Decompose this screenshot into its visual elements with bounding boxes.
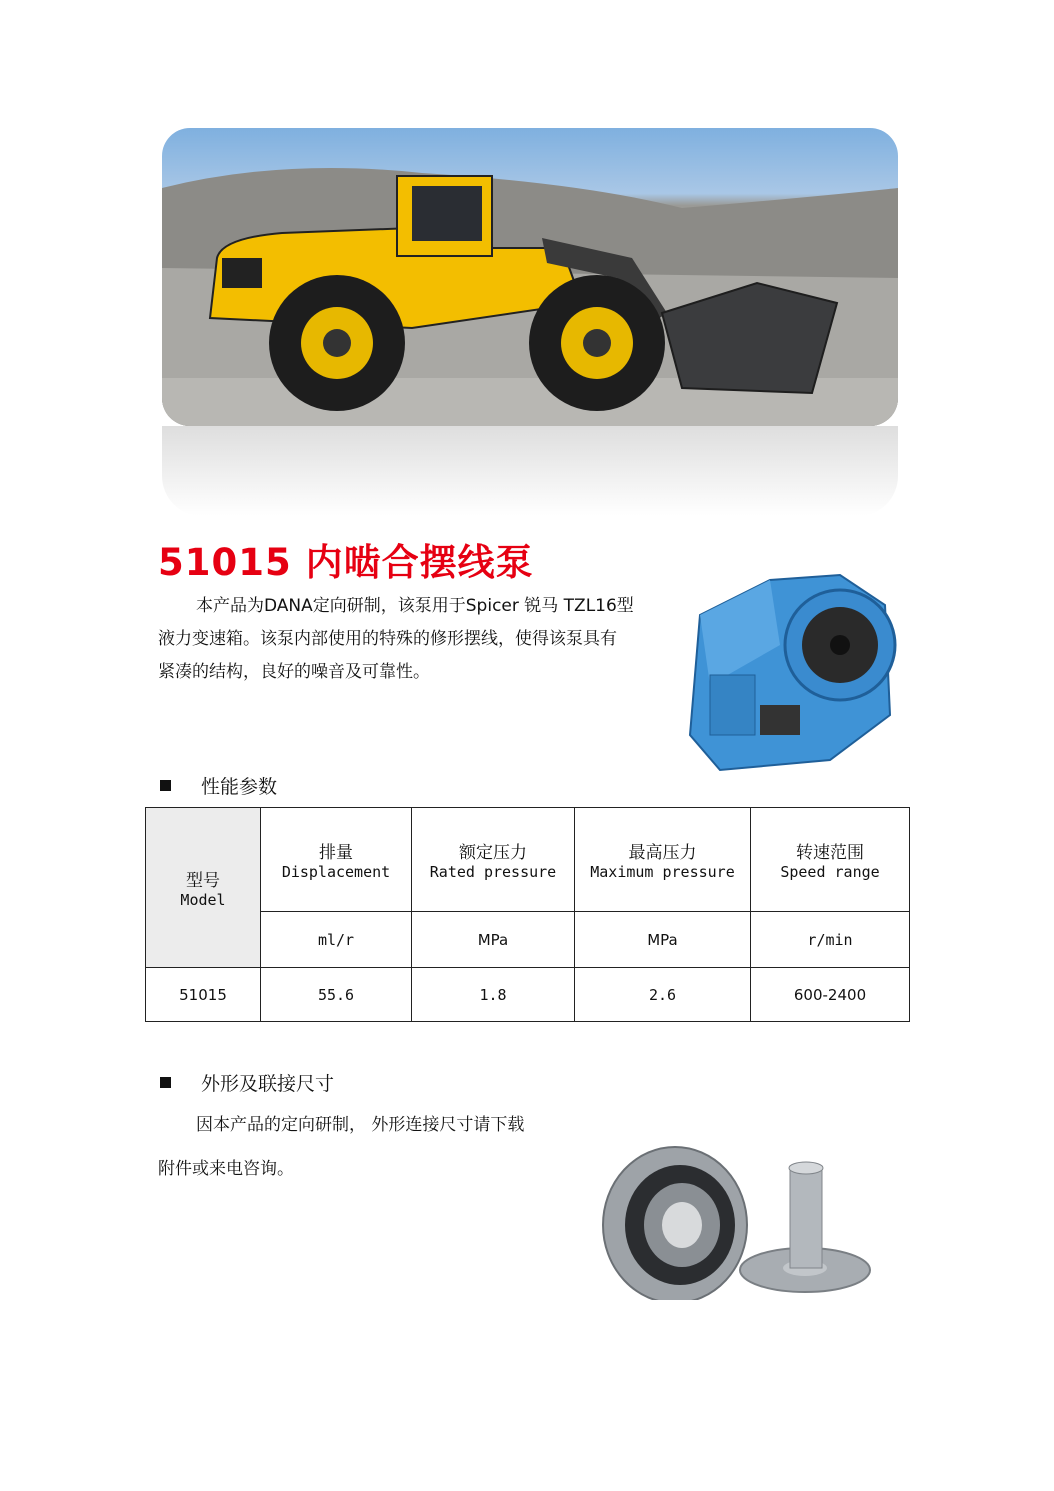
intro-paragraph bbox=[158, 590, 673, 689]
photo-reflection bbox=[162, 426, 898, 516]
unit-cell: MPa bbox=[412, 912, 575, 968]
section-heading-performance: 性能参数 bbox=[160, 772, 277, 799]
bullet-square-icon bbox=[160, 1077, 171, 1088]
dims-line: 因本产品的定向研制， 外形连接尺寸请下载 bbox=[196, 1115, 525, 1135]
gerotor-pump-parts-photo bbox=[590, 1140, 890, 1300]
model-value: 51015 bbox=[146, 968, 261, 1022]
section-heading-dimensions: 外形及联接尺寸 bbox=[160, 1069, 334, 1096]
unit-cell: r/min bbox=[751, 912, 910, 968]
model-header-cn: 型号 bbox=[186, 871, 220, 891]
rated-pressure-value: 1.8 bbox=[412, 968, 575, 1022]
speed-range-header: 转速范围 Speed range bbox=[751, 808, 910, 912]
dims-line: 附件或来电咨询。 bbox=[158, 1159, 294, 1179]
spec-table bbox=[145, 807, 910, 1022]
table-row bbox=[146, 968, 910, 1022]
unit-cell: ml/r bbox=[261, 912, 412, 968]
displacement-header: 排量 Displacement bbox=[261, 808, 412, 912]
model-header-cell bbox=[146, 808, 261, 968]
intro-line: 本产品为DANA定向研制，该泵用于Spicer 锐马 TZL16型 bbox=[196, 596, 634, 616]
speed-range-value: 600-2400 bbox=[751, 968, 910, 1022]
intro-line: 紧凑的结构，良好的噪音及可靠性。 bbox=[158, 662, 430, 682]
intro-line: 液力变速箱。该泵内部使用的特殊的修形摆线，使得该泵具有 bbox=[158, 629, 617, 649]
product-title: 51015 内啮合摆线泵 bbox=[158, 541, 534, 584]
unit-cell: MPa bbox=[575, 912, 751, 968]
wheel-loader-photo bbox=[162, 128, 898, 426]
bullet-square-icon bbox=[160, 780, 171, 791]
dimensions-paragraph bbox=[158, 1103, 578, 1191]
model-header-en: Model bbox=[180, 891, 226, 909]
displacement-value: 55.6 bbox=[261, 968, 412, 1022]
rated-pressure-header: 额定压力 Rated pressure bbox=[412, 808, 575, 912]
transmission-photo bbox=[680, 555, 905, 780]
max-pressure-value: 2.6 bbox=[575, 968, 751, 1022]
max-pressure-header: 最高压力 Maximum pressure bbox=[575, 808, 751, 912]
